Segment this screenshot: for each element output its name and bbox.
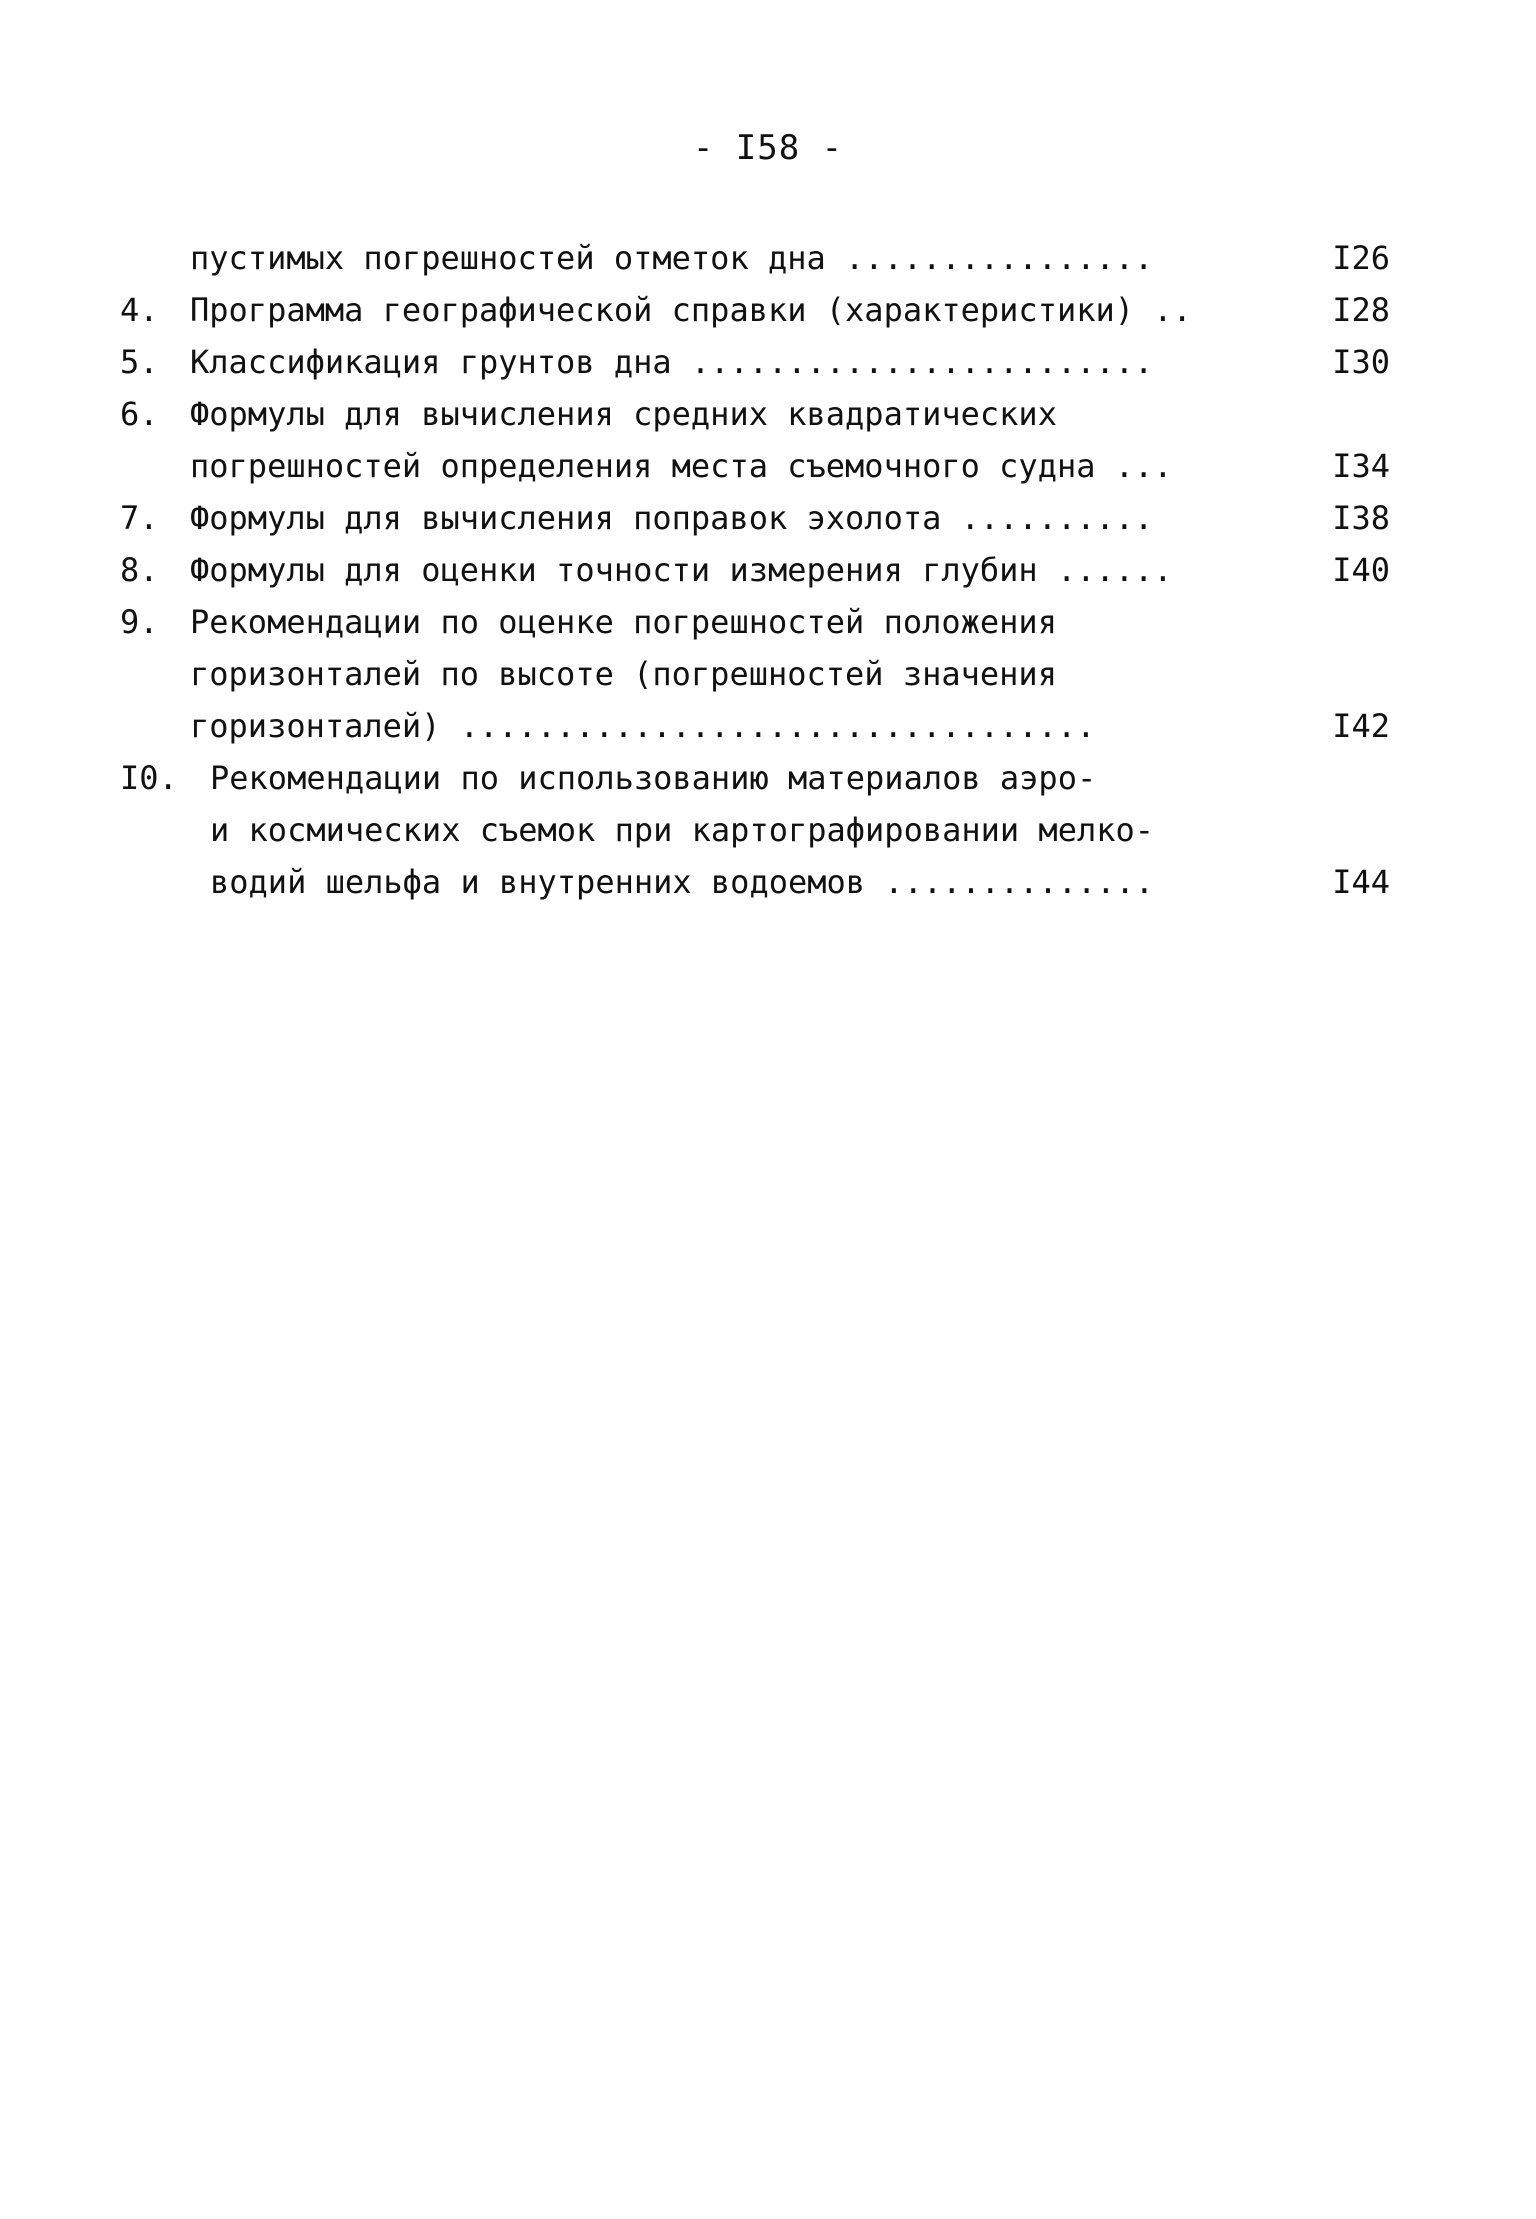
toc-line — [120, 544, 1390, 596]
toc-item-title — [190, 232, 1153, 284]
toc-item-text: Рекомендации по использованию материалов аэро- — [210, 759, 1097, 797]
toc-item-text: Классификация грунтов дна — [190, 343, 672, 381]
toc-item-text: и космических съемок при картографировании мелко- — [210, 811, 1155, 849]
toc-item-number: 4. — [120, 291, 159, 329]
toc-line — [120, 492, 1390, 544]
table-of-contents — [120, 232, 1390, 908]
toc-item-number: 7. — [120, 499, 159, 537]
toc-item-title — [190, 440, 1173, 492]
toc-item-text: Формулы для вычисления поправок эхолота — [190, 499, 942, 537]
toc-page-number: I44 — [1332, 863, 1390, 901]
toc-leader-dots: .......... — [941, 499, 1154, 537]
toc-item-title — [190, 388, 1057, 440]
toc-item-number: 6. — [120, 395, 159, 433]
toc-page-number: I26 — [1332, 239, 1390, 277]
toc-line — [120, 284, 1390, 336]
toc-leader-dots: ...... — [1037, 551, 1173, 589]
toc-item-text: Рекомендации по оценке погрешностей положения — [190, 603, 1057, 641]
toc-leader-dots: ................................. — [440, 707, 1096, 745]
toc-item-text: Программа географической справки (характеристики) — [190, 291, 1135, 329]
toc-line — [120, 232, 1390, 284]
toc-line — [120, 804, 1390, 856]
toc-item-text: водий шельфа и внутренних водоемов — [210, 863, 866, 901]
page-number: - I58 - — [692, 128, 844, 168]
toc-item-text: Формулы для оценки точности измерения глубин — [190, 551, 1038, 589]
toc-leader-dots: ................ — [825, 239, 1154, 277]
toc-item-title — [190, 700, 1095, 752]
toc-page-number: I28 — [1332, 291, 1390, 329]
toc-page-number: I40 — [1332, 551, 1390, 589]
toc-leader-dots: ........................ — [671, 343, 1154, 381]
toc-line — [120, 752, 1390, 804]
toc-item-title — [190, 648, 1057, 700]
toc-line — [120, 336, 1390, 388]
toc-item-number: 9. — [120, 603, 159, 641]
toc-item-number: I0. — [120, 759, 178, 797]
toc-item-title — [190, 336, 1153, 388]
toc-item-title — [190, 544, 1173, 596]
toc-line — [120, 596, 1390, 648]
toc-page-number: I34 — [1332, 447, 1390, 485]
toc-item-number: 8. — [120, 551, 159, 589]
toc-leader-dots: .............. — [865, 863, 1155, 901]
toc-item-title — [190, 284, 1192, 336]
toc-item-number: 5. — [120, 343, 159, 381]
toc-line — [120, 700, 1390, 752]
toc-item-title — [210, 752, 1096, 804]
toc-item-text: горизонталей) — [190, 707, 441, 745]
toc-line — [120, 856, 1390, 908]
toc-leader-dots: .. — [1134, 291, 1192, 329]
toc-item-text: Формулы для вычисления средних квадратических — [190, 395, 1057, 433]
toc-item-title — [210, 804, 1154, 856]
toc-leader-dots: ... — [1095, 447, 1173, 485]
toc-item-text: погрешностей определения места съемочного судна — [190, 447, 1096, 485]
toc-page-number: I38 — [1332, 499, 1390, 537]
toc-item-text: пустимых погрешностей отметок дна — [190, 239, 826, 277]
toc-item-text: горизонталей по высоте (погрешностей значения — [190, 655, 1057, 693]
toc-item-title — [190, 596, 1057, 648]
toc-page-number: I42 — [1332, 707, 1390, 745]
toc-item-title — [190, 492, 1153, 544]
toc-line — [120, 388, 1390, 440]
toc-page-number: I30 — [1332, 343, 1390, 381]
toc-item-title — [210, 856, 1154, 908]
toc-line — [120, 440, 1390, 492]
toc-line — [120, 648, 1390, 700]
